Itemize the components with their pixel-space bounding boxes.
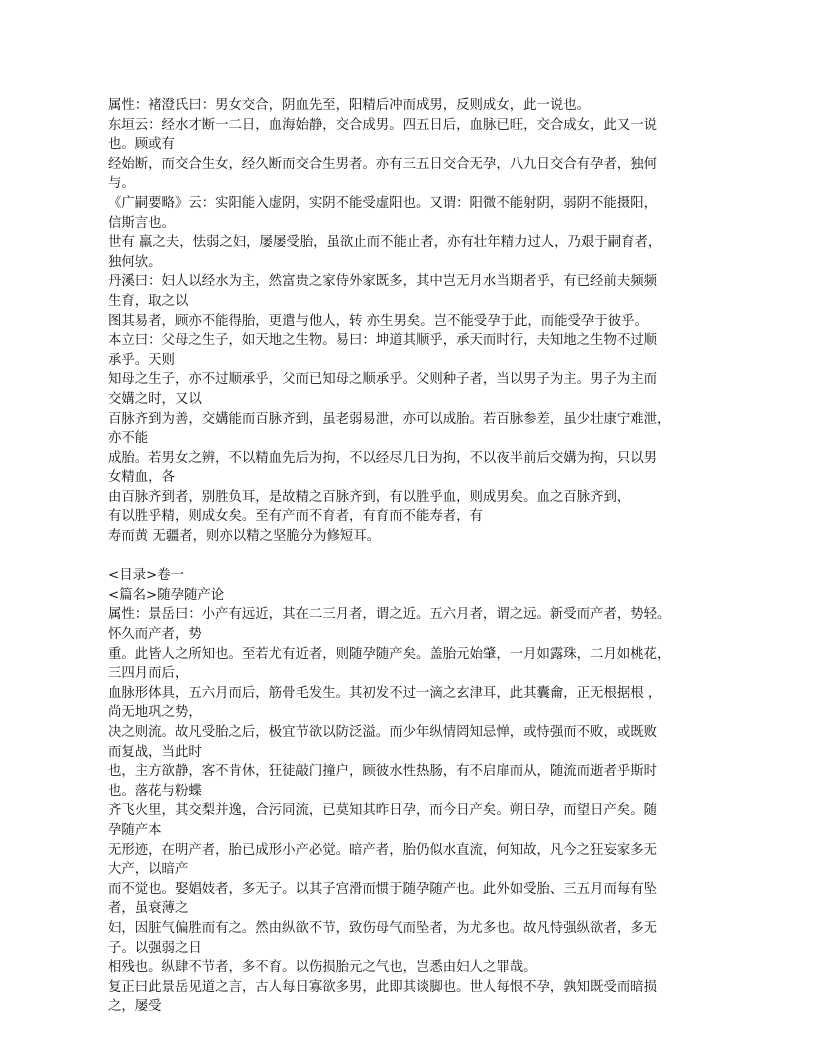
text-line: 丹溪曰：妇人以经水为主，然富贵之家侍外家既多，其中岂无月水当期者乎，有已经前夫频频	[108, 274, 658, 290]
document-page	[108, 96, 708, 1017]
text-line: 三四月而后，	[108, 666, 189, 682]
text-line: 百脉齐到为善，交媾能而百脉齐到，虽老弱易泄，亦可以成胎。若百脉参差，虽少壮康宁难泄，	[108, 411, 671, 427]
text-line: 图其易者，顾亦不能得胎，更遣与他人，转 亦生男矣。岂不能受孕于此，而能受孕于彼乎。	[108, 313, 648, 329]
text-line: 知母之生子，亦不过顺承乎，父而已知母之顺承乎。父则种子者，当以男子为主。男子为主而	[108, 372, 658, 388]
text-line: 决之则流。故凡受胎之后，极宜节欲以防泛溢。而少年纵情罔知忌惮，或恃强而不败，或既败	[108, 725, 658, 740]
catalog-heading: <目录>卷一	[108, 568, 185, 584]
text-line: 也。顾或有	[108, 137, 175, 153]
text-line: 而不觉也。娶娼妓者，多无子。以其子宫滑而惯于随孕随产也。此外如受胎、三五月而每有坠	[108, 881, 658, 897]
text-line: 齐飞火里，其交梨并逸，合污同流，已莫知其昨日孕，而今日产矣。朔日孕，而望日产矣。随	[108, 803, 658, 819]
text-line: 属性：褚澄氏曰：男女交合，阴血先至，阳精后冲而成男，反则成女，此一说也。	[108, 98, 591, 113]
text-line: 有以胜乎精，则成女矣。至有产而不育者，有育而不能寿者，有	[108, 509, 483, 525]
text-line: 大产，以暗产	[108, 862, 189, 878]
text-line: 亦不能	[108, 431, 149, 447]
text-line: 血脉形体具，五六月而后，筋骨毛发生。其初发不过一滴之玄津耳，此其囊龠，正无根据根 ，	[108, 685, 662, 701]
chapter-title: <篇名>随孕随产论	[108, 587, 225, 603]
text-line: 也，主方欲静，客不肯休，狂徒敲门撞户，顾彼水性热肠，有不启扉而从，随流而逝者乎斯时	[108, 764, 658, 780]
text-line: 而复战，当此时	[108, 744, 202, 760]
section-one	[108, 96, 708, 547]
text-line: 怀久而产者，势	[108, 627, 202, 643]
text-line: 之，屡受	[108, 999, 162, 1015]
text-line: 属性：景岳曰：小产有远近，其在二三月者，谓之近。五六月者，谓之远。新受而产者，势轻。	[108, 607, 671, 623]
text-line: 也。落花与粉蝶	[108, 783, 202, 799]
text-line: 女精血，各	[108, 470, 175, 486]
text-line: 复正曰此景岳见道之言，古人每日寡欲多男，此即其谈脚也。世人每恨不孕，孰知既受而暗损	[108, 979, 658, 995]
text-line: 无形迹，在明产者，胎已成形小产必觉。暗产者，胎仍似水直流，何知故，凡今之狂妄家多无	[108, 842, 658, 858]
section-two	[108, 566, 708, 1017]
text-line: 生育，取之以	[108, 293, 189, 309]
text-line: 尚无地巩之势，	[108, 705, 202, 721]
text-line: 承乎。天则	[108, 352, 175, 368]
text-line: 经始断，而交合生女，经久断而交合生男者。亦有三五日交合无孕，八九日交合有孕者，独何	[108, 156, 658, 172]
text-line: 本立曰：父母之生子，如天地之生物。易曰：坤道其顺乎，承天而时行，夫知地之生物不过顺	[108, 333, 658, 349]
text-line: 由百脉齐到者，别胜负耳，是故精之百脉齐到，有以胜乎血，则成男矣。血之百脉齐到，	[108, 489, 631, 505]
text-line: 独何欤。	[108, 254, 162, 270]
text-line: 寿而黄 无疆者，则亦以精之坚脆分为修短耳。	[108, 529, 381, 545]
text-line: 东垣云：经水才断一二日，血海始静，交合成男。四五日后，血脉已旺，交合成女，此又一说	[108, 117, 658, 133]
text-line: 相残也。纵肆不节者，多不育。以伤损胎元之气也，岂悉由妇人之罪哉。	[108, 960, 537, 976]
text-line: 《广嗣要略》云：实阳能入虚阴，实阴不能受虚阳也。又谓：阳微不能射阴，弱阴不能摄阳，	[108, 195, 658, 211]
text-line: 妇，因脏气偏胜而有之。然由纵欲不节，致伤母气而坠者，为尤多也。故凡恃强纵欲者，多无	[108, 920, 658, 936]
text-line: 世有 羸之夫，怯弱之妇，屡屡受胎，虽欲止而不能止者，亦有壮年精力过人，乃艰于嗣育者，	[108, 235, 662, 251]
text-line: 信斯言也。	[108, 215, 175, 231]
text-line: 重。此皆人之所知也。至若尤有近者，则随孕随产矣。盖胎元始肇，一月如露珠，二月如桃花，	[108, 646, 671, 662]
text-line: 子。以强弱之日	[108, 940, 202, 956]
text-line: 交媾之时，又以	[108, 391, 202, 407]
text-line: 成胎。若男女之辨，不以精血先后为拘，不以经尽几日为拘，不以夜半前后交媾为拘，只以男	[108, 450, 658, 466]
section-gap	[108, 547, 708, 567]
text-line: 者，虽衰薄之	[108, 901, 189, 917]
text-line: 与。	[108, 176, 135, 192]
text-line: 孕随产本	[108, 822, 162, 838]
